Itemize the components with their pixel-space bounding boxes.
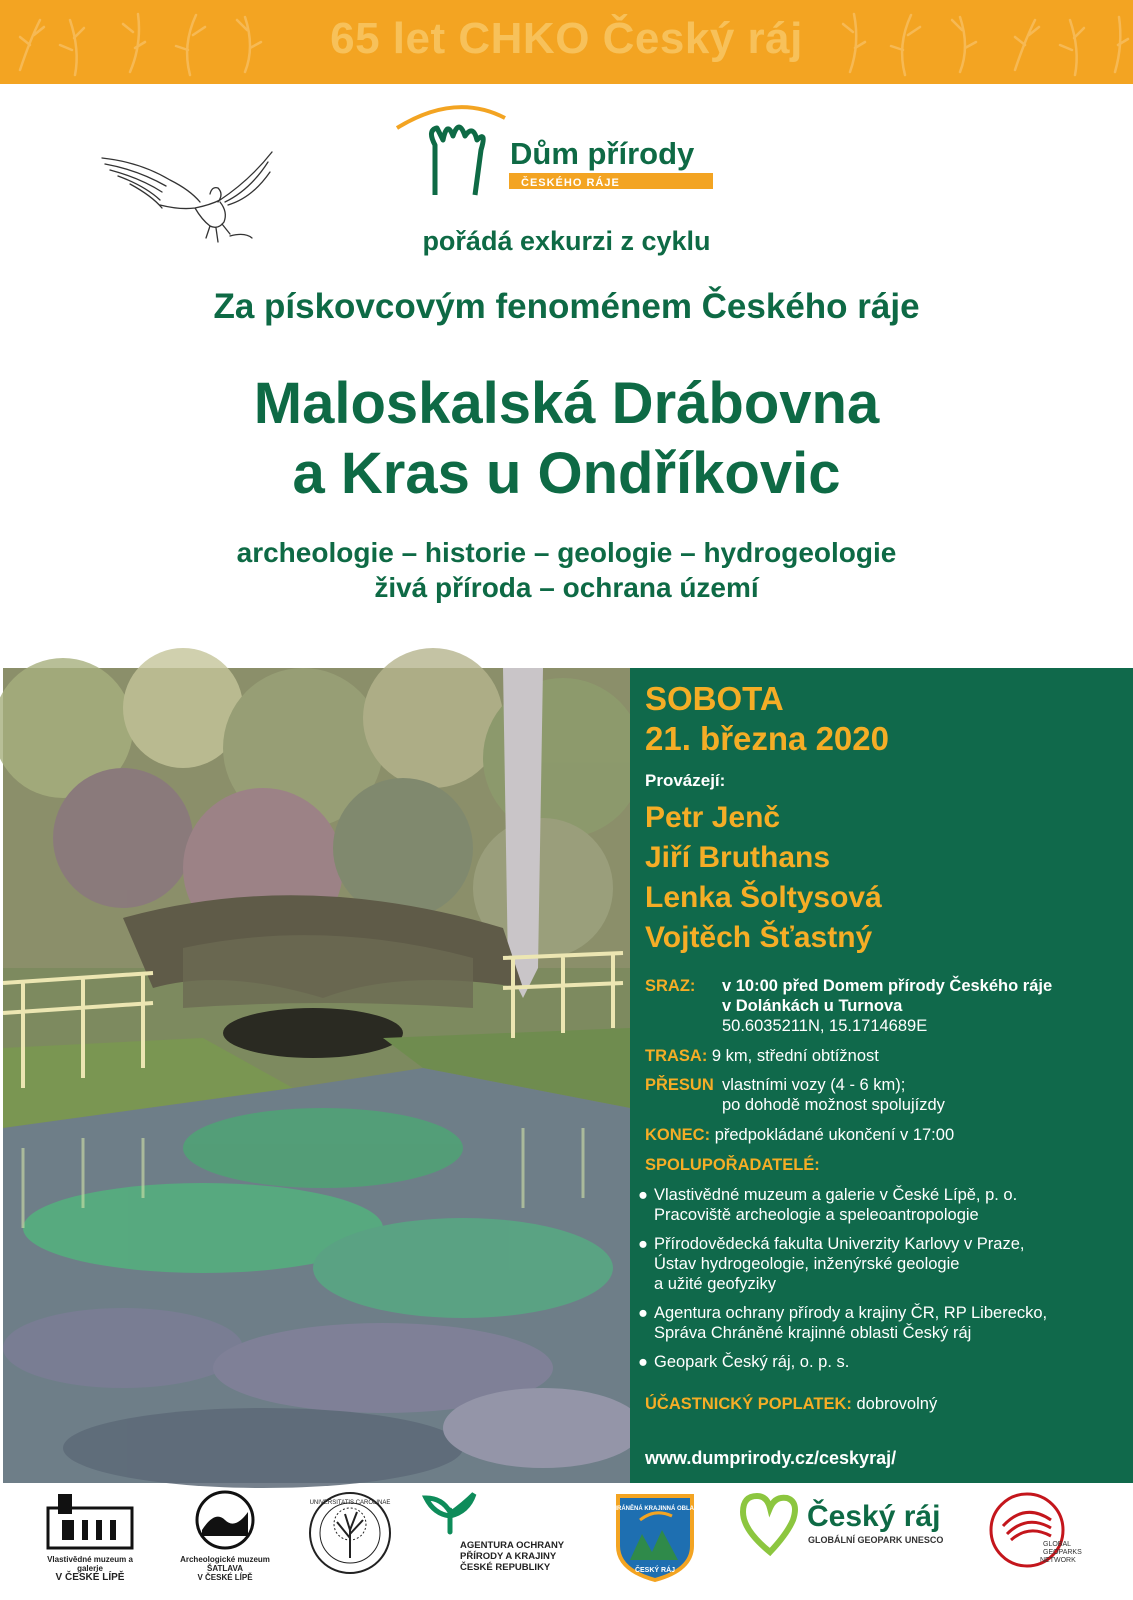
end-row: KONEC: předpokládané ukončení v 17:00 xyxy=(645,1126,955,1144)
aopk-logo xyxy=(420,1490,570,1590)
topics-line2: živá příroda – ochrana území xyxy=(374,572,759,603)
logo-name: Dům přírody xyxy=(510,136,695,171)
ggn-line2: GEOPARKS xyxy=(1043,1549,1082,1556)
main-title-line2: a Kras u Ondříkovic xyxy=(292,441,841,506)
university-seal-logo xyxy=(305,1490,395,1590)
transfer-label: PŘESUN xyxy=(645,1076,714,1094)
coorganizer-item: ● Agentura ochrany přírody a krajiny ČR, RP Liberecko, Správa Chráněné krajinné oblasti Český ráj xyxy=(638,1304,1048,1342)
chko-bottom-text: ČESKÝ RÁJ xyxy=(634,1567,676,1574)
coorganizer-item: ● Vlastivědné muzeum a galerie v České Lípě, p. o. Pracoviště archeologie a speleoantropologie xyxy=(638,1186,1018,1224)
meet-line2: v Dolánkách u Turnova xyxy=(722,997,903,1015)
event-info-panel xyxy=(630,668,1133,1483)
ggn-line1: GLOBAL xyxy=(1043,1541,1072,1548)
archeo-caption-2: ŠATLAVA xyxy=(207,1564,243,1573)
main-title-line1: Maloskalská Drábovna xyxy=(253,371,880,436)
banner-title: 65 let CHKO Český ráj xyxy=(330,14,803,63)
archeo-caption-1: Archeologické muzeum xyxy=(180,1555,270,1564)
event-day: SOBOTA xyxy=(645,680,784,717)
guide-name: Jiří Bruthans xyxy=(645,841,831,874)
transfer-line2: po dohodě možnost spolujízdy xyxy=(722,1096,945,1114)
subtitle: pořádá exkurzi z cyklu xyxy=(422,226,711,256)
guide-name: Lenka Šoltysová xyxy=(645,881,882,914)
logo-arc xyxy=(397,107,505,128)
meet-coords: 50.6035211N, 15.1714689E xyxy=(722,1017,928,1035)
aopk-caption-1: AGENTURA OCHRANY xyxy=(460,1540,565,1551)
website-link[interactable]: www.dumprirody.cz/ceskyraj/ xyxy=(645,1448,897,1468)
coorganizer-item: ● Geopark Český ráj, o. p. s. xyxy=(638,1353,850,1371)
ggn-logo xyxy=(985,1490,1082,1590)
aopk-caption-3: ČESKÉ REPUBLIKY xyxy=(460,1562,551,1573)
partner-logos xyxy=(0,1490,1133,1600)
museum-logo xyxy=(40,1490,140,1590)
meet-label: SRAZ: xyxy=(645,977,696,995)
guide-name: Petr Jenč xyxy=(645,801,781,834)
coorganizer-item: ● Přírodovědecká fakulta Univerzity Karlovy v Praze, Ústav hydrogeologie, inženýrské geologie a užité geofyziky xyxy=(638,1235,1025,1293)
dum-prirody-logo xyxy=(395,100,735,200)
transfer-line1: vlastními vozy (4 - 6 km); xyxy=(722,1076,906,1094)
guide-name: Vojtěch Šťastný xyxy=(645,921,873,954)
museum-caption-2: V ČESKÉ LÍPĚ xyxy=(55,1572,125,1583)
cycle-title: Za pískovcovým fenoménem Českého ráje xyxy=(213,287,920,326)
geopark-name: Český ráj xyxy=(807,1500,941,1533)
fee-row: ÚČASTNICKÝ POPLATEK: dobrovolný xyxy=(645,1395,938,1413)
cave-stream-photo xyxy=(3,668,630,1483)
topics-line1: archeologie – historie – geologie – hydrogeologie xyxy=(236,537,897,568)
aopk-caption-2: PŘÍRODY A KRAJINY xyxy=(460,1551,557,1562)
chko-shield-logo xyxy=(610,1490,700,1590)
archeo-museum-logo xyxy=(180,1490,270,1590)
geopark-logo xyxy=(735,1490,944,1590)
archeo-caption-3: V ČESKÉ LÍPĚ xyxy=(197,1573,253,1582)
coorganizers-label: SPOLUPOŘADATELÉ: xyxy=(645,1156,820,1174)
chko-top-text: CHRÁNĚNÁ KRAJINNÁ OBLAST xyxy=(608,1506,702,1512)
museum-caption-1: Vlastivědné muzeum a galerie xyxy=(47,1555,133,1573)
route-row: TRASA: 9 km, střední obtížnost xyxy=(645,1047,879,1065)
logo-crown xyxy=(431,127,483,195)
meet-line1: v 10:00 před Domem přírody Českého ráje xyxy=(722,977,1053,995)
event-date: 21. března 2020 xyxy=(645,720,889,757)
guides-label: Provázejí: xyxy=(645,771,726,790)
univ-seal-text: UNIVERSITATIS CAROLINAE xyxy=(309,1500,391,1506)
top-banner xyxy=(0,0,1133,84)
geopark-sub: GLOBÁLNÍ GEOPARK UNESCO xyxy=(808,1535,944,1545)
ggn-line3: NETWORK xyxy=(1040,1557,1076,1564)
logo-sub: ČESKÉHO RÁJE xyxy=(521,177,620,189)
